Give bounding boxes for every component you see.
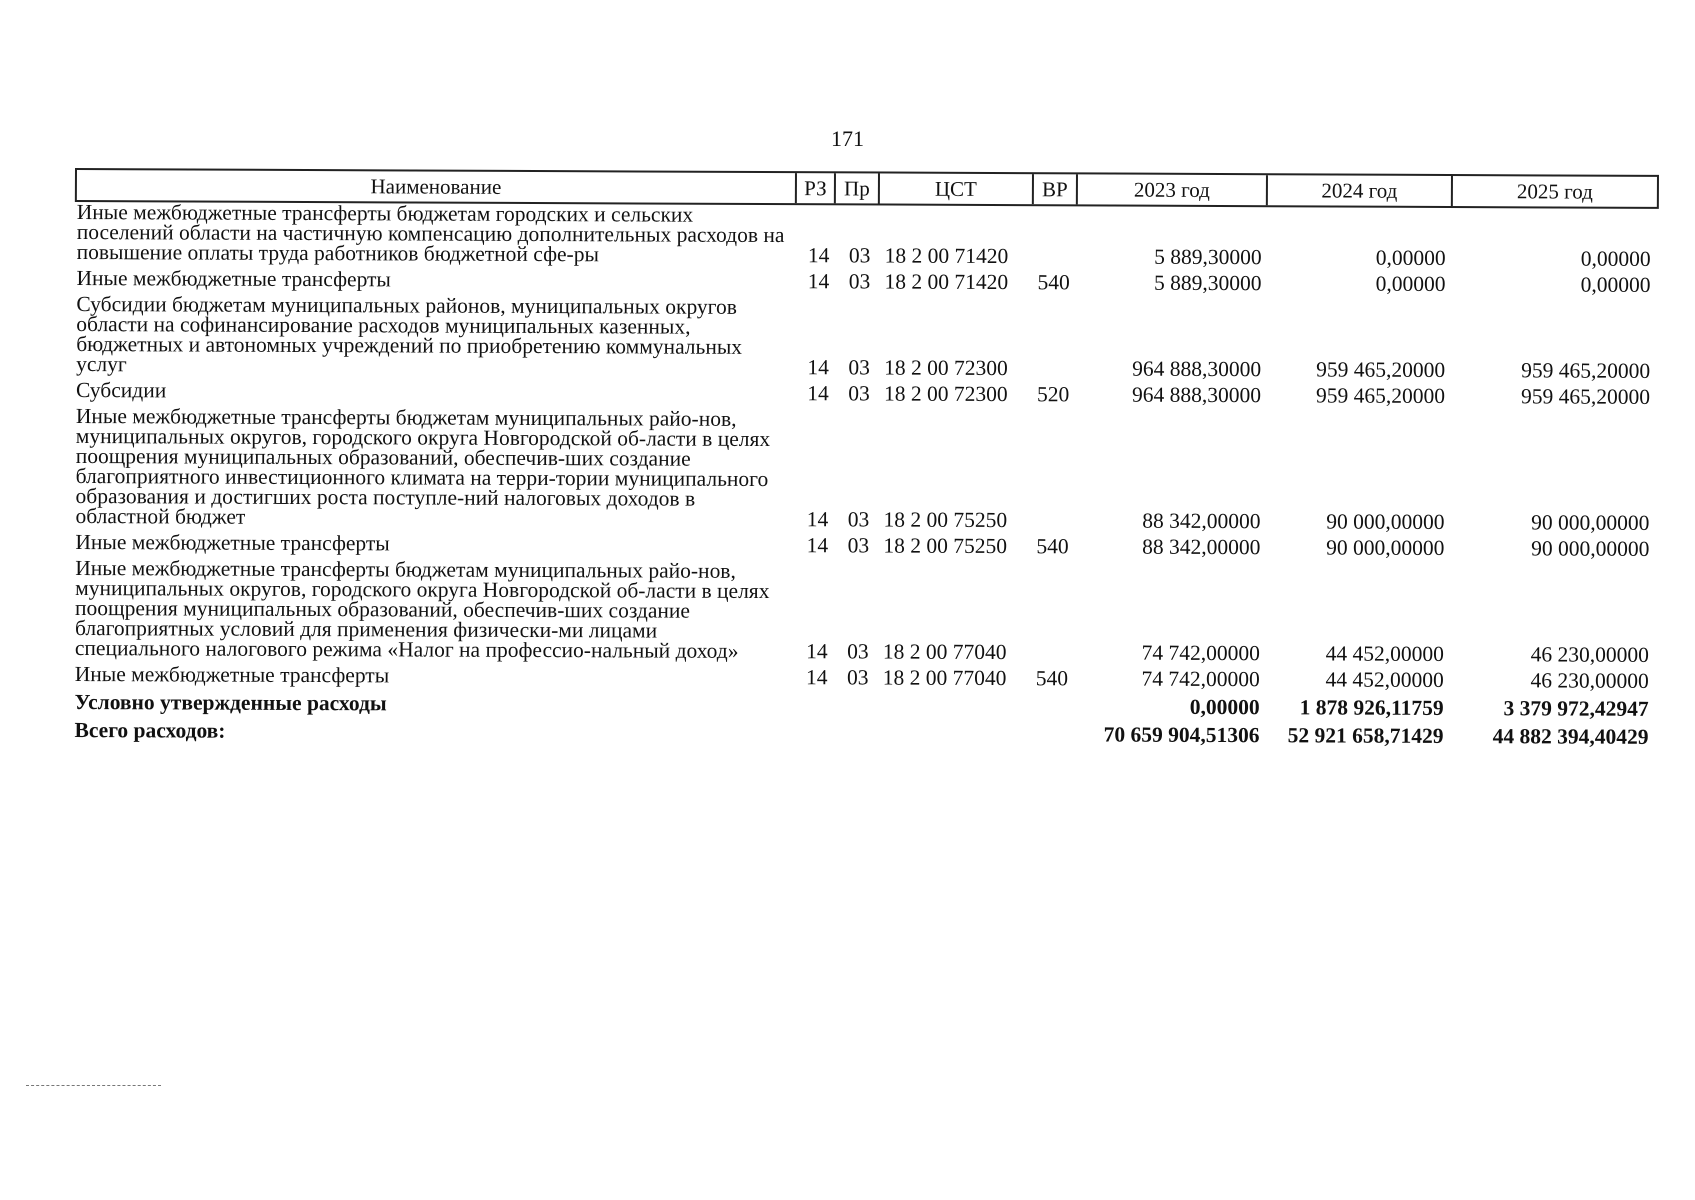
row-2025: 959 465,20000 xyxy=(1520,384,1651,409)
row-rz: 14 xyxy=(806,507,829,532)
row-2023: 0,00000 xyxy=(1189,694,1260,720)
row-cst: 18 2 00 75250 xyxy=(883,507,1008,533)
header-2023: 2023 год xyxy=(1078,174,1268,205)
row-2024: 1 878 926,11759 xyxy=(1299,695,1444,720)
footer-rule xyxy=(26,1085,161,1086)
row-name: Иные межбюджетные трансферты бюджетам муниципальных райо-нов, муниципальных округов, городского округа Новгородской об-ласти в целях поощрения муниципальных образований, обеспечив-ших создание благоприятных условий для применения физически-ми лицами специального налогового режима «Налог на профессио-нальный доход» xyxy=(74,556,770,663)
row-pr: 03 xyxy=(848,243,871,268)
header-2024: 2024 год xyxy=(1268,175,1453,206)
row-2025: 0,00000 xyxy=(1580,272,1651,297)
row-pr: 03 xyxy=(847,507,870,532)
row-name: Иные межбюджетные трансферты xyxy=(74,662,390,688)
row-2023: 5 889,30000 xyxy=(1154,244,1262,270)
row-2025: 959 465,20000 xyxy=(1521,358,1651,383)
row-cst: 18 2 00 72300 xyxy=(883,381,1008,407)
row-name: Иные межбюджетные трансферты бюджетам муниципальных райо-нов, муниципальных округов, городского округа Новгородской об-ласти в целях поощрения муниципальных образований, обеспечив-ших создание благоприятного инвестиционного климата на терри-тории муниципального образования и достигших роста поступле-ний налоговых доходов в областной бюджет xyxy=(75,404,771,529)
row-vr: 540 xyxy=(1037,270,1070,295)
row-2024: 0,00000 xyxy=(1375,271,1446,296)
row-cst: 18 2 00 77040 xyxy=(882,665,1007,691)
row-2024: 52 921 658,71429 xyxy=(1287,723,1444,748)
row-rz: 14 xyxy=(807,243,830,268)
table-row xyxy=(74,268,1658,295)
header-vr: ВР xyxy=(1034,174,1078,204)
table-row xyxy=(73,406,1658,533)
row-name: Всего расходов: xyxy=(74,718,226,743)
row-2025: 90 000,00000 xyxy=(1531,510,1650,535)
table-row xyxy=(74,380,1658,407)
row-cst: 18 2 00 77040 xyxy=(882,639,1007,665)
row-name: Иные межбюджетные трансферты xyxy=(76,266,391,292)
row-pr: 03 xyxy=(848,381,870,406)
row-pr: 03 xyxy=(848,269,871,294)
row-2025: 46 230,00000 xyxy=(1530,642,1649,667)
row-2024: 90 000,00000 xyxy=(1326,509,1445,534)
row-pr: 03 xyxy=(847,639,869,664)
row-pr: 03 xyxy=(847,533,870,558)
page-number: 171 xyxy=(831,126,864,151)
table-row xyxy=(73,558,1657,665)
row-vr: 540 xyxy=(1036,534,1069,559)
row-name: Субсидии xyxy=(75,378,167,403)
row-name: Условно утвержденные расходы xyxy=(74,690,387,716)
row-2025: 46 230,00000 xyxy=(1530,668,1649,693)
row-2024: 0,00000 xyxy=(1375,245,1446,270)
row-name: Иные межбюджетные трансферты xyxy=(75,530,390,556)
row-vr: 520 xyxy=(1036,382,1070,407)
table-row xyxy=(74,294,1658,381)
row-rz: 14 xyxy=(807,269,830,294)
row-name: Иные межбюджетные трансферты бюджетам городских и сельских поселений области на частичную компенсацию дополнительных расходов на повышение оплаты труда работников бюджетной сфе-ры xyxy=(76,200,785,267)
row-2025: 90 000,00000 xyxy=(1531,536,1650,561)
row-cst: 18 2 00 72300 xyxy=(884,355,1008,381)
header-rz: РЗ xyxy=(797,173,836,203)
row-cst: 18 2 00 75250 xyxy=(883,533,1008,559)
row-2024: 90 000,00000 xyxy=(1326,535,1445,560)
row-2024: 959 465,20000 xyxy=(1315,383,1446,408)
row-2023: 964 888,30000 xyxy=(1132,356,1262,382)
table-row-conditional-total xyxy=(73,692,1657,719)
row-2025: 3 379 972,42947 xyxy=(1503,696,1649,721)
header-pr: Пр xyxy=(836,173,880,203)
table-row xyxy=(73,532,1657,559)
row-2024: 959 465,20000 xyxy=(1316,357,1446,382)
table-row xyxy=(75,202,1659,269)
row-2023: 964 888,30000 xyxy=(1131,382,1262,408)
row-rz: 14 xyxy=(807,355,829,380)
row-cst: 18 2 00 71420 xyxy=(884,243,1009,269)
row-2024: 44 452,00000 xyxy=(1325,667,1444,692)
row-cst: 18 2 00 71420 xyxy=(884,269,1009,295)
row-name: Субсидии бюджетам муниципальных районов, муниципальных округов области на софинансирование расходов муниципальных казенных, бюджетных и автономных учреждений по приобретению коммунальных услуг xyxy=(76,292,743,377)
table-row-grand-total xyxy=(73,720,1657,747)
row-2023: 74 742,00000 xyxy=(1141,666,1260,692)
row-2025: 44 882 394,40429 xyxy=(1492,724,1649,749)
row-2024: 44 452,00000 xyxy=(1325,641,1444,666)
row-2023: 70 659 904,51306 xyxy=(1103,722,1260,748)
table-row xyxy=(73,664,1657,691)
row-2023: 5 889,30000 xyxy=(1153,270,1262,296)
row-rz: 14 xyxy=(806,639,828,664)
row-2025: 0,00000 xyxy=(1580,246,1651,271)
row-pr: 03 xyxy=(848,355,870,380)
row-rz: 14 xyxy=(806,533,829,558)
row-rz: 14 xyxy=(805,665,828,690)
header-name: Наименование xyxy=(77,170,797,203)
row-2023: 88 342,00000 xyxy=(1142,508,1261,534)
header-cst: ЦСТ xyxy=(880,174,1034,205)
row-vr: 540 xyxy=(1035,666,1069,691)
row-rz: 14 xyxy=(807,381,829,406)
header-2025: 2025 год xyxy=(1516,179,1593,204)
row-2023: 74 742,00000 xyxy=(1141,640,1260,666)
budget-table xyxy=(73,168,1659,747)
row-2023: 88 342,00000 xyxy=(1142,534,1261,560)
row-pr: 03 xyxy=(846,665,869,690)
